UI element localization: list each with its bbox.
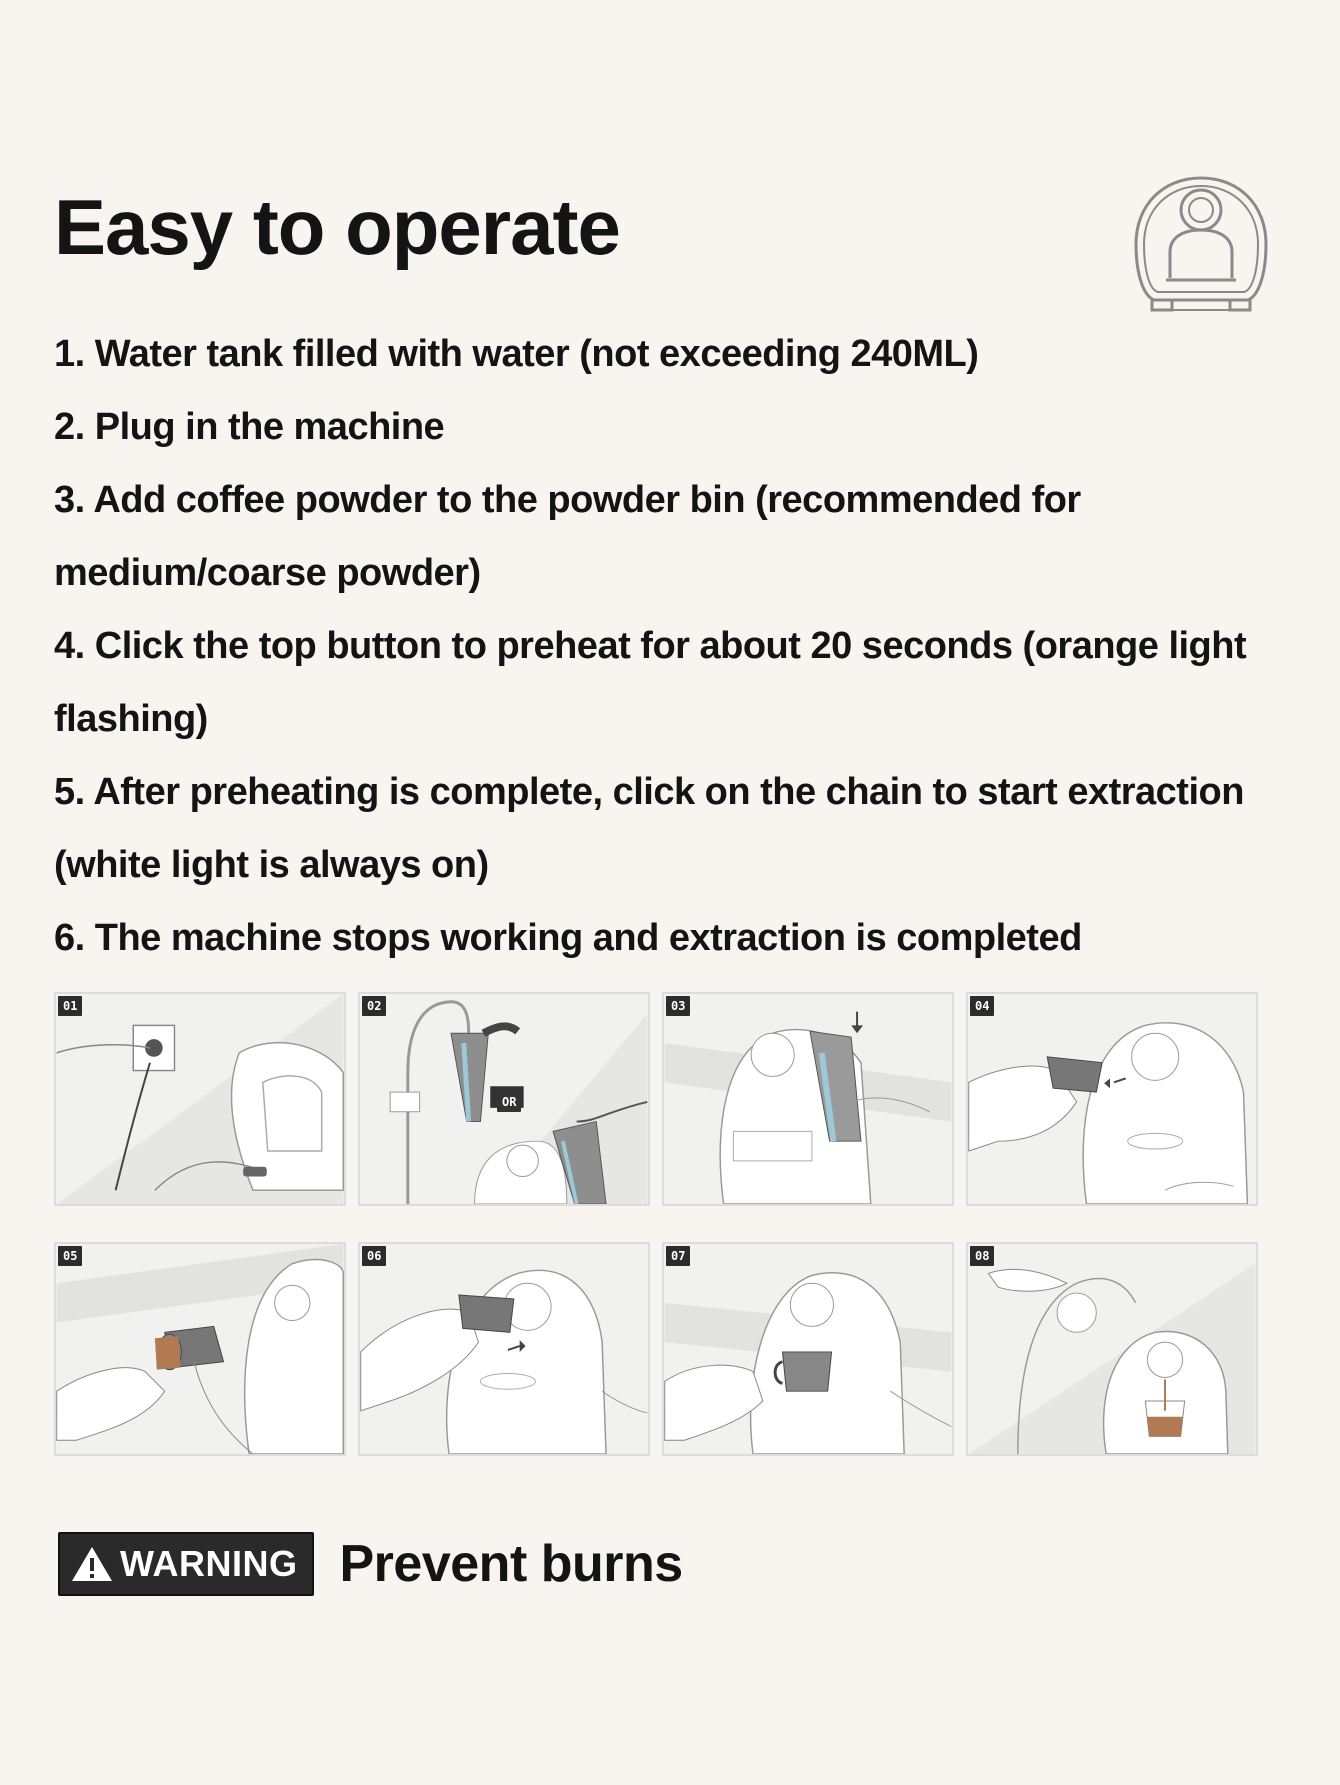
step-number-badge: 05 bbox=[58, 1246, 82, 1266]
step-item: 3. Add coffee powder to the powder bin (recommended for medium/coarse powder) bbox=[54, 479, 1081, 594]
panel-01 bbox=[54, 992, 346, 1206]
panel-07 bbox=[662, 1242, 954, 1456]
step-number-badge: 07 bbox=[666, 1246, 690, 1266]
step-number-badge: 03 bbox=[666, 996, 690, 1016]
step-item: 1. Water tank filled with water (not exceeding 240ML) bbox=[54, 333, 979, 375]
plug-in-illustration bbox=[56, 994, 344, 1204]
page-title: Easy to operate bbox=[54, 183, 620, 271]
panel-02 bbox=[358, 992, 650, 1206]
press-button-illustration bbox=[968, 1244, 1256, 1454]
step-item: 4. Click the top button to preheat for about 20 seconds (orange light flashing) bbox=[54, 625, 1247, 740]
panel-05 bbox=[54, 1242, 346, 1456]
step-item: 6. The machine stops working and extraction is completed bbox=[54, 917, 1082, 959]
place-capsule-illustration bbox=[360, 1244, 648, 1454]
warning-triangle-icon bbox=[70, 1544, 114, 1584]
panel-03 bbox=[662, 992, 954, 1206]
step-number-badge: 06 bbox=[362, 1246, 386, 1266]
step-number-badge: 04 bbox=[970, 996, 994, 1016]
add-powder-illustration bbox=[56, 1244, 344, 1454]
step-number-badge: 08 bbox=[970, 1246, 994, 1266]
warning-row bbox=[58, 1532, 683, 1596]
place-cup-illustration bbox=[664, 1244, 952, 1454]
warning-label: WARNING bbox=[120, 1543, 298, 1584]
step-number-badge: 01 bbox=[58, 996, 82, 1016]
warning-message: Prevent burns bbox=[339, 1535, 683, 1593]
panel-06 bbox=[358, 1242, 650, 1456]
or-label: OR bbox=[497, 1092, 521, 1112]
step-number-badge: 02 bbox=[362, 996, 386, 1016]
panel-04 bbox=[966, 992, 1258, 1206]
step-item: 5. After preheating is complete, click on the chain to start extraction (white light is always on) bbox=[54, 771, 1244, 886]
insert-capsule-illustration bbox=[968, 994, 1256, 1204]
step-item: 2. Plug in the machine bbox=[54, 406, 445, 448]
steps-list bbox=[54, 318, 1294, 975]
panel-08 bbox=[966, 1242, 1258, 1456]
insert-tank-illustration bbox=[664, 994, 952, 1204]
coffee-machine-icon bbox=[1130, 172, 1272, 320]
warning-badge bbox=[58, 1532, 314, 1596]
instruction-panels bbox=[54, 992, 1260, 1456]
